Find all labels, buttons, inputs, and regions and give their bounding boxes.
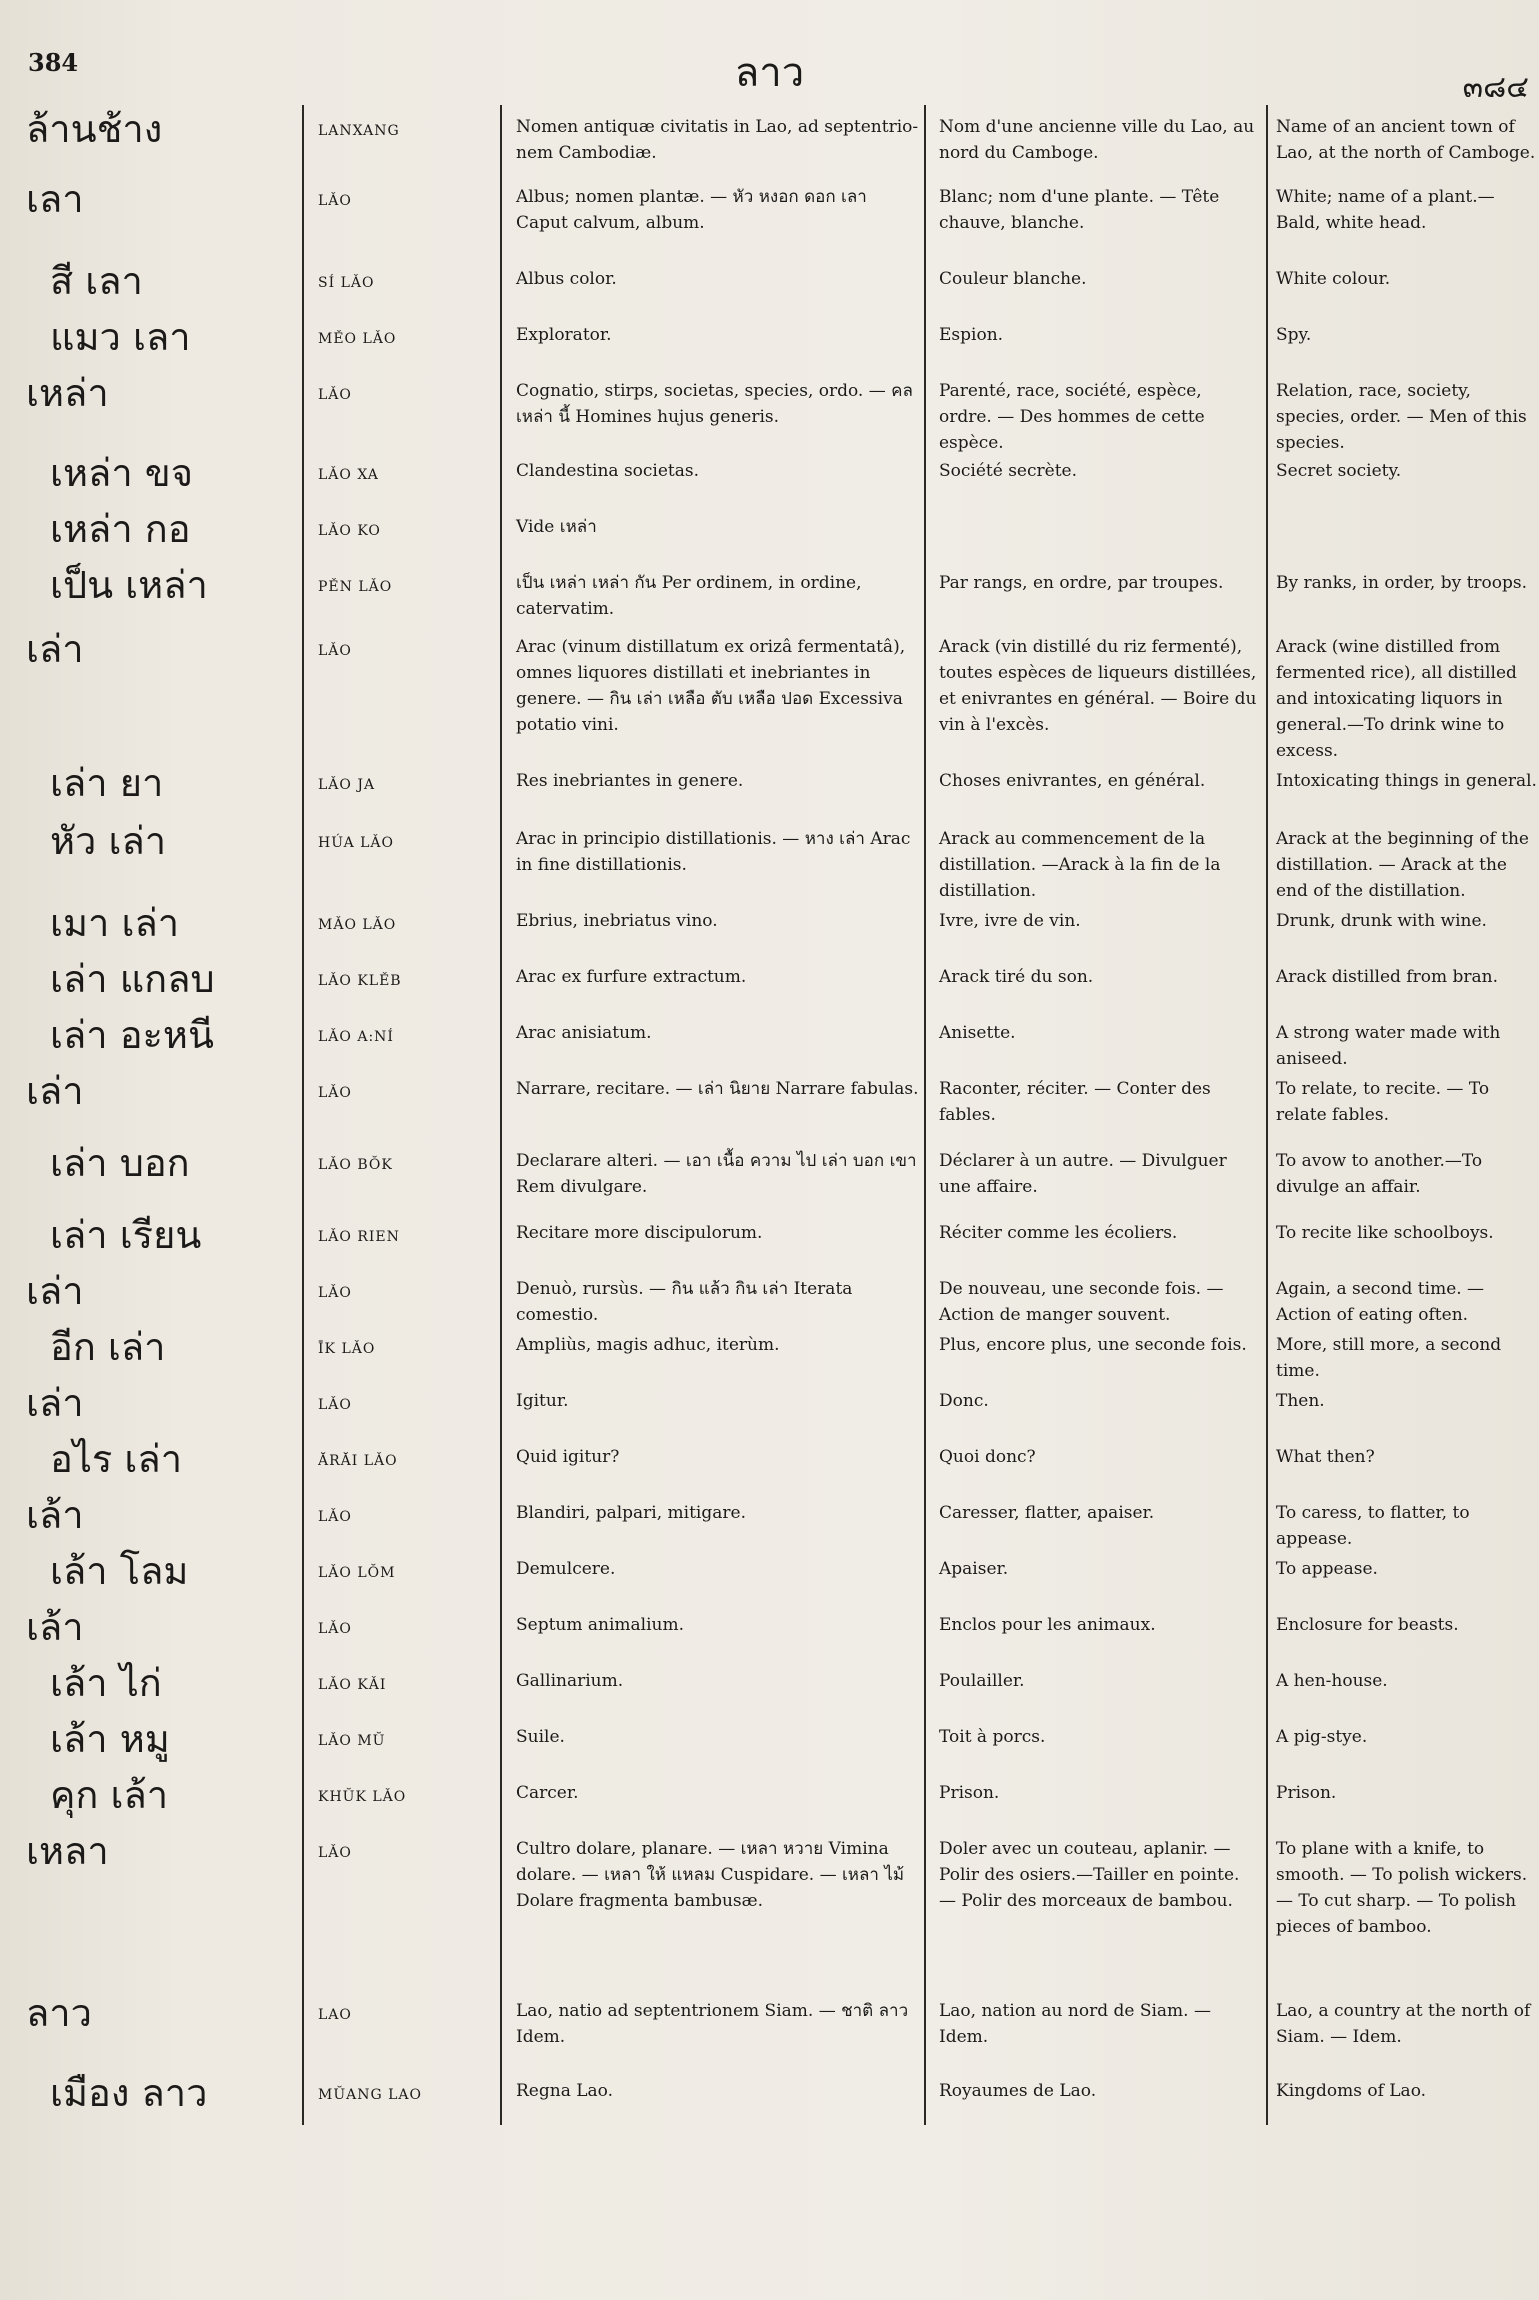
latin-definition: Denuò, rursùs. — กิน แล้ว กิน เล่า Iterata comestio. xyxy=(516,1279,853,1325)
thai-headword: เล้า ไก่ xyxy=(50,1661,162,1705)
french-definition: Réciter comme les écoliers. xyxy=(939,1223,1178,1243)
latin-definition: Igitur. xyxy=(516,1391,569,1411)
romanization: LǍO xyxy=(318,193,352,209)
thai-headword: สี เลา xyxy=(50,259,143,303)
latin-definition: Recitare more discipulorum. xyxy=(516,1223,763,1243)
thai-headword: เมือง ลาว xyxy=(50,2071,208,2115)
french-definition: Déclarer à un autre. — Divulguer une affaire. xyxy=(939,1151,1227,1197)
latin-definition: Nomen antiquæ civitatis in Lao, ad septentrionem Cambodiæ. xyxy=(516,117,919,163)
romanization: LǍO XA xyxy=(318,467,379,483)
french-definition: Nom d'une ancienne ville du Lao, au nord du Camboge. xyxy=(939,117,1255,163)
english-definition: Secret society. xyxy=(1276,461,1402,481)
thai-headword: เล้า โลม xyxy=(50,1549,189,1593)
thai-headword: เลา xyxy=(26,177,84,221)
thai-headword: เล้า xyxy=(26,1493,84,1537)
romanization: PĚN LǍO xyxy=(318,579,393,595)
romanization: LǍO xyxy=(318,1397,352,1413)
latin-definition: Gallinarium. xyxy=(516,1671,624,1691)
thai-headword: เล่า xyxy=(26,1269,84,1313)
latin-definition: Albus color. xyxy=(516,269,617,289)
thai-headword: ล้านช้าง xyxy=(26,107,163,151)
french-definition: Toit à porcs. xyxy=(939,1727,1046,1747)
french-definition: Doler avec un couteau, aplanir. — Polir des osiers.—Tailler en pointe. — Polir des morceaux de bambou. xyxy=(939,1839,1240,1911)
romanization: ĂRĂI LǍO xyxy=(318,1453,398,1469)
latin-definition: Cognatio, stirps, societas, species, ordo. — คล เหล่า นี้ Homines hujus generis. xyxy=(516,381,913,427)
english-definition: To recite like schoolboys. xyxy=(1276,1223,1494,1243)
french-definition: Société secrète. xyxy=(939,461,1077,481)
english-definition: Relation, race, society, species, order. — Men of this species. xyxy=(1276,381,1527,453)
romanization: LǍO A:NÍ xyxy=(318,1029,394,1045)
french-definition: Arack au commencement de la distillation. —Arack à la fin de la distillation. xyxy=(939,829,1221,901)
french-definition: Couleur blanche. xyxy=(939,269,1087,289)
english-definition: What then? xyxy=(1276,1447,1375,1467)
french-definition: Anisette. xyxy=(939,1023,1016,1043)
romanization: LǍO BŎK xyxy=(318,1157,393,1173)
romanization: LAO xyxy=(318,2007,352,2023)
thai-headword: อีก เล่า xyxy=(50,1325,166,1369)
french-definition: Par rangs, en ordre, par troupes. xyxy=(939,573,1224,593)
english-definition: A pig-stye. xyxy=(1276,1727,1368,1747)
french-definition: Arack (vin distillé du riz fermenté), toutes espèces de liqueurs distillées, et enivrantes en général. — Boire du vin à l'excès. xyxy=(939,637,1257,735)
latin-definition: Res inebriantes in genere. xyxy=(516,771,744,791)
french-definition: Blanc; nom d'une plante. — Tête chauve, blanche. xyxy=(939,187,1220,233)
romanization: LǍO RIEN xyxy=(318,1229,400,1245)
english-definition: Arack at the beginning of the distillation. — Arack at the end of the distillation. xyxy=(1276,829,1529,901)
latin-definition: Explorator. xyxy=(516,325,612,345)
french-definition: Caresser, flatter, apaiser. xyxy=(939,1503,1155,1523)
thai-headword: เล่า ยา xyxy=(50,761,164,805)
thai-headword: เล่า บอก xyxy=(50,1141,190,1185)
thai-headword: เหลา xyxy=(26,1829,109,1873)
english-definition: White; name of a plant.—Bald, white head. xyxy=(1276,187,1495,233)
thai-headword: เล่า xyxy=(26,1069,84,1113)
latin-definition: Demulcere. xyxy=(516,1559,616,1579)
page-title: ลาว xyxy=(734,50,805,96)
french-definition: Parenté, race, société, espèce, ordre. — Des hommes de cette espèce. xyxy=(939,381,1205,453)
romanization: MĚO LǍO xyxy=(318,331,397,347)
latin-definition: Vide เหล่า xyxy=(516,517,597,537)
thai-headword: เล้า xyxy=(26,1605,84,1649)
latin-definition: Ampliùs, magis adhuc, iterùm. xyxy=(516,1335,780,1355)
latin-definition: Arac (vinum distillatum ex orizâ fermentatâ), omnes liquores distillati et inebriantes in genere. — กิน เล่า เหลือ ตับ เหลือ ปอด Excessiva potatio vini. xyxy=(516,637,906,735)
latin-definition: Quid igitur? xyxy=(516,1447,620,1467)
thai-headword: เล่า แกลบ xyxy=(50,957,215,1001)
english-definition: To plane with a knife, to smooth. — To polish wickers. — To cut sharp. — To polish pieces of bamboo. xyxy=(1276,1839,1528,1937)
latin-definition: Blandiri, palpari, mitigare. xyxy=(516,1503,746,1523)
thai-headword: ลาว xyxy=(26,1991,92,2035)
english-definition: Arack (wine distilled from fermented rice), all distilled and intoxicating liquors in general.—To drink wine to excess. xyxy=(1276,637,1517,761)
english-definition: By ranks, in order, by troops. xyxy=(1276,573,1528,593)
thai-headword: เป็น เหล่า xyxy=(50,563,208,607)
romanization: KHŬK LǍO xyxy=(318,1789,407,1805)
thai-headword: แมว เลา xyxy=(50,315,191,359)
latin-definition: Arac ex furfure extractum. xyxy=(516,967,747,987)
romanization: LǍO KLĚB xyxy=(318,973,402,989)
english-definition: Intoxicating things in general. xyxy=(1276,771,1537,791)
french-definition: Poulailler. xyxy=(939,1671,1025,1691)
thai-headword: เมา เล่า xyxy=(50,901,180,945)
thai-headword: เล้า หมู xyxy=(50,1717,170,1761)
english-definition: To caress, to flatter, to appease. xyxy=(1276,1503,1470,1549)
thai-headword: เล่า xyxy=(26,1381,84,1425)
english-definition: Kingdoms of Lao. xyxy=(1276,2081,1427,2101)
latin-definition: Albus; nomen plantæ. — หัว หงอก ดอก เลา Caput calvum, album. xyxy=(516,187,867,233)
french-definition: Enclos pour les animaux. xyxy=(939,1615,1156,1635)
english-definition: Lao, a country at the north of Siam. — Idem. xyxy=(1276,2001,1531,2047)
english-definition: Arack distilled from bran. xyxy=(1276,967,1498,987)
romanization: LǍO MŬ xyxy=(318,1733,386,1749)
french-definition: Quoi donc? xyxy=(939,1447,1036,1467)
latin-definition: Arac in principio distillationis. — หาง เล่า Arac in fine distillationis. xyxy=(516,829,911,875)
french-definition: Espion. xyxy=(939,325,1004,345)
column-divider xyxy=(500,105,502,2125)
latin-definition: Septum animalium. xyxy=(516,1615,685,1635)
english-definition: To relate, to recite. — To relate fables. xyxy=(1276,1079,1490,1125)
latin-definition: Narrare, recitare. — เล่า นิยาย Narrare fabulas. xyxy=(516,1079,919,1099)
column-divider xyxy=(924,105,926,2125)
romanization: LǍO xyxy=(318,1285,352,1301)
french-definition: Apaiser. xyxy=(939,1559,1009,1579)
page-number-left: 384 xyxy=(28,48,79,77)
romanization: LǍO xyxy=(318,387,352,403)
romanization: LANXANG xyxy=(318,123,400,139)
english-definition: White colour. xyxy=(1276,269,1391,289)
french-definition: Raconter, réciter. — Conter des fables. xyxy=(939,1079,1211,1125)
french-definition: Ivre, ivre de vin. xyxy=(939,911,1081,931)
english-definition: To appease. xyxy=(1276,1559,1378,1579)
french-definition: Arack tiré du son. xyxy=(939,967,1094,987)
french-definition: Lao, nation au nord de Siam. — Idem. xyxy=(939,2001,1211,2047)
latin-definition: Arac anisiatum. xyxy=(516,1023,652,1043)
latin-definition: Carcer. xyxy=(516,1783,579,1803)
english-definition: To avow to another.—To divulge an affair. xyxy=(1276,1151,1483,1197)
romanization: LǍO JA xyxy=(318,777,376,793)
thai-headword: เหล่า ขจ xyxy=(50,451,193,495)
romanization: LǍO xyxy=(318,1845,352,1861)
thai-headword: เล่า เรียน xyxy=(50,1213,202,1257)
romanization: LǍO KO xyxy=(318,523,381,539)
thai-headword: อไร เล่า xyxy=(50,1437,183,1481)
french-definition: Royaumes de Lao. xyxy=(939,2081,1097,2101)
thai-headword: หัว เล่า xyxy=(50,819,167,863)
english-definition: Then. xyxy=(1276,1391,1325,1411)
thai-headword: เหล่า กอ xyxy=(50,507,191,551)
romanization: LǍO xyxy=(318,643,352,659)
romanization: LǍO LŎM xyxy=(318,1565,396,1581)
latin-definition: เป็น เหล่า เหล่า กัน Per ordinem, in ordine, catervatim. xyxy=(516,573,862,619)
romanization: LǍO xyxy=(318,1621,352,1637)
latin-definition: Lao, natio ad septentrionem Siam. — ชาติ ลาว Idem. xyxy=(516,2001,909,2047)
english-definition: Drunk, drunk with wine. xyxy=(1276,911,1487,931)
english-definition: Spy. xyxy=(1276,325,1312,345)
english-definition: Name of an ancient town of Lao, at the north of Camboge. xyxy=(1276,117,1536,163)
page-number-right: ๓๘๔ xyxy=(1462,70,1529,105)
thai-headword: เหล่า xyxy=(26,371,109,415)
romanization: MŬANG LAO xyxy=(318,2087,423,2103)
romanization: LǍO xyxy=(318,1509,352,1525)
french-definition: De nouveau, une seconde fois. — Action de manger souvent. xyxy=(939,1279,1224,1325)
english-definition: Enclosure for beasts. xyxy=(1276,1615,1459,1635)
english-definition: Prison. xyxy=(1276,1783,1337,1803)
thai-headword: คุก เล้า xyxy=(50,1773,169,1817)
romanization: HÚA LǍO xyxy=(318,835,395,851)
thai-headword: เล่า xyxy=(26,627,84,671)
romanization: MǍO LǍO xyxy=(318,917,397,933)
latin-definition: Clandestina societas. xyxy=(516,461,700,481)
romanization: LǍO KǍI xyxy=(318,1677,387,1693)
latin-definition: Ebrius, inebriatus vino. xyxy=(516,911,718,931)
romanization: SÍ LǍO xyxy=(318,275,375,291)
latin-definition: Regna Lao. xyxy=(516,2081,613,2101)
romanization: ĪK LǍO xyxy=(318,1341,376,1357)
column-divider xyxy=(302,105,304,2125)
french-definition: Prison. xyxy=(939,1783,1000,1803)
french-definition: Choses enivrantes, en général. xyxy=(939,771,1206,791)
french-definition: Plus, encore plus, une seconde fois. xyxy=(939,1335,1247,1355)
column-divider xyxy=(1266,105,1268,2125)
latin-definition: Cultro dolare, planare. — เหลา หวาย Vimina dolare. — เหลา ให้ แหลม Cuspidare. — เหลา ไม้ Dolare fragmenta bambusæ. xyxy=(516,1839,905,1911)
english-definition: A strong water made with aniseed. xyxy=(1276,1023,1501,1069)
romanization: LǍO xyxy=(318,1085,352,1101)
thai-headword: เล่า อะหนี xyxy=(50,1013,214,1057)
latin-definition: Suile. xyxy=(516,1727,565,1747)
french-definition: Donc. xyxy=(939,1391,989,1411)
latin-definition: Declarare alteri. — เอา เนื้อ ความ ไป เล่า บอก เขา Rem divulgare. xyxy=(516,1151,917,1197)
english-definition: Again, a second time. — Action of eating often. xyxy=(1276,1279,1485,1325)
english-definition: More, still more, a second time. xyxy=(1276,1335,1502,1381)
english-definition: A hen-house. xyxy=(1276,1671,1388,1691)
